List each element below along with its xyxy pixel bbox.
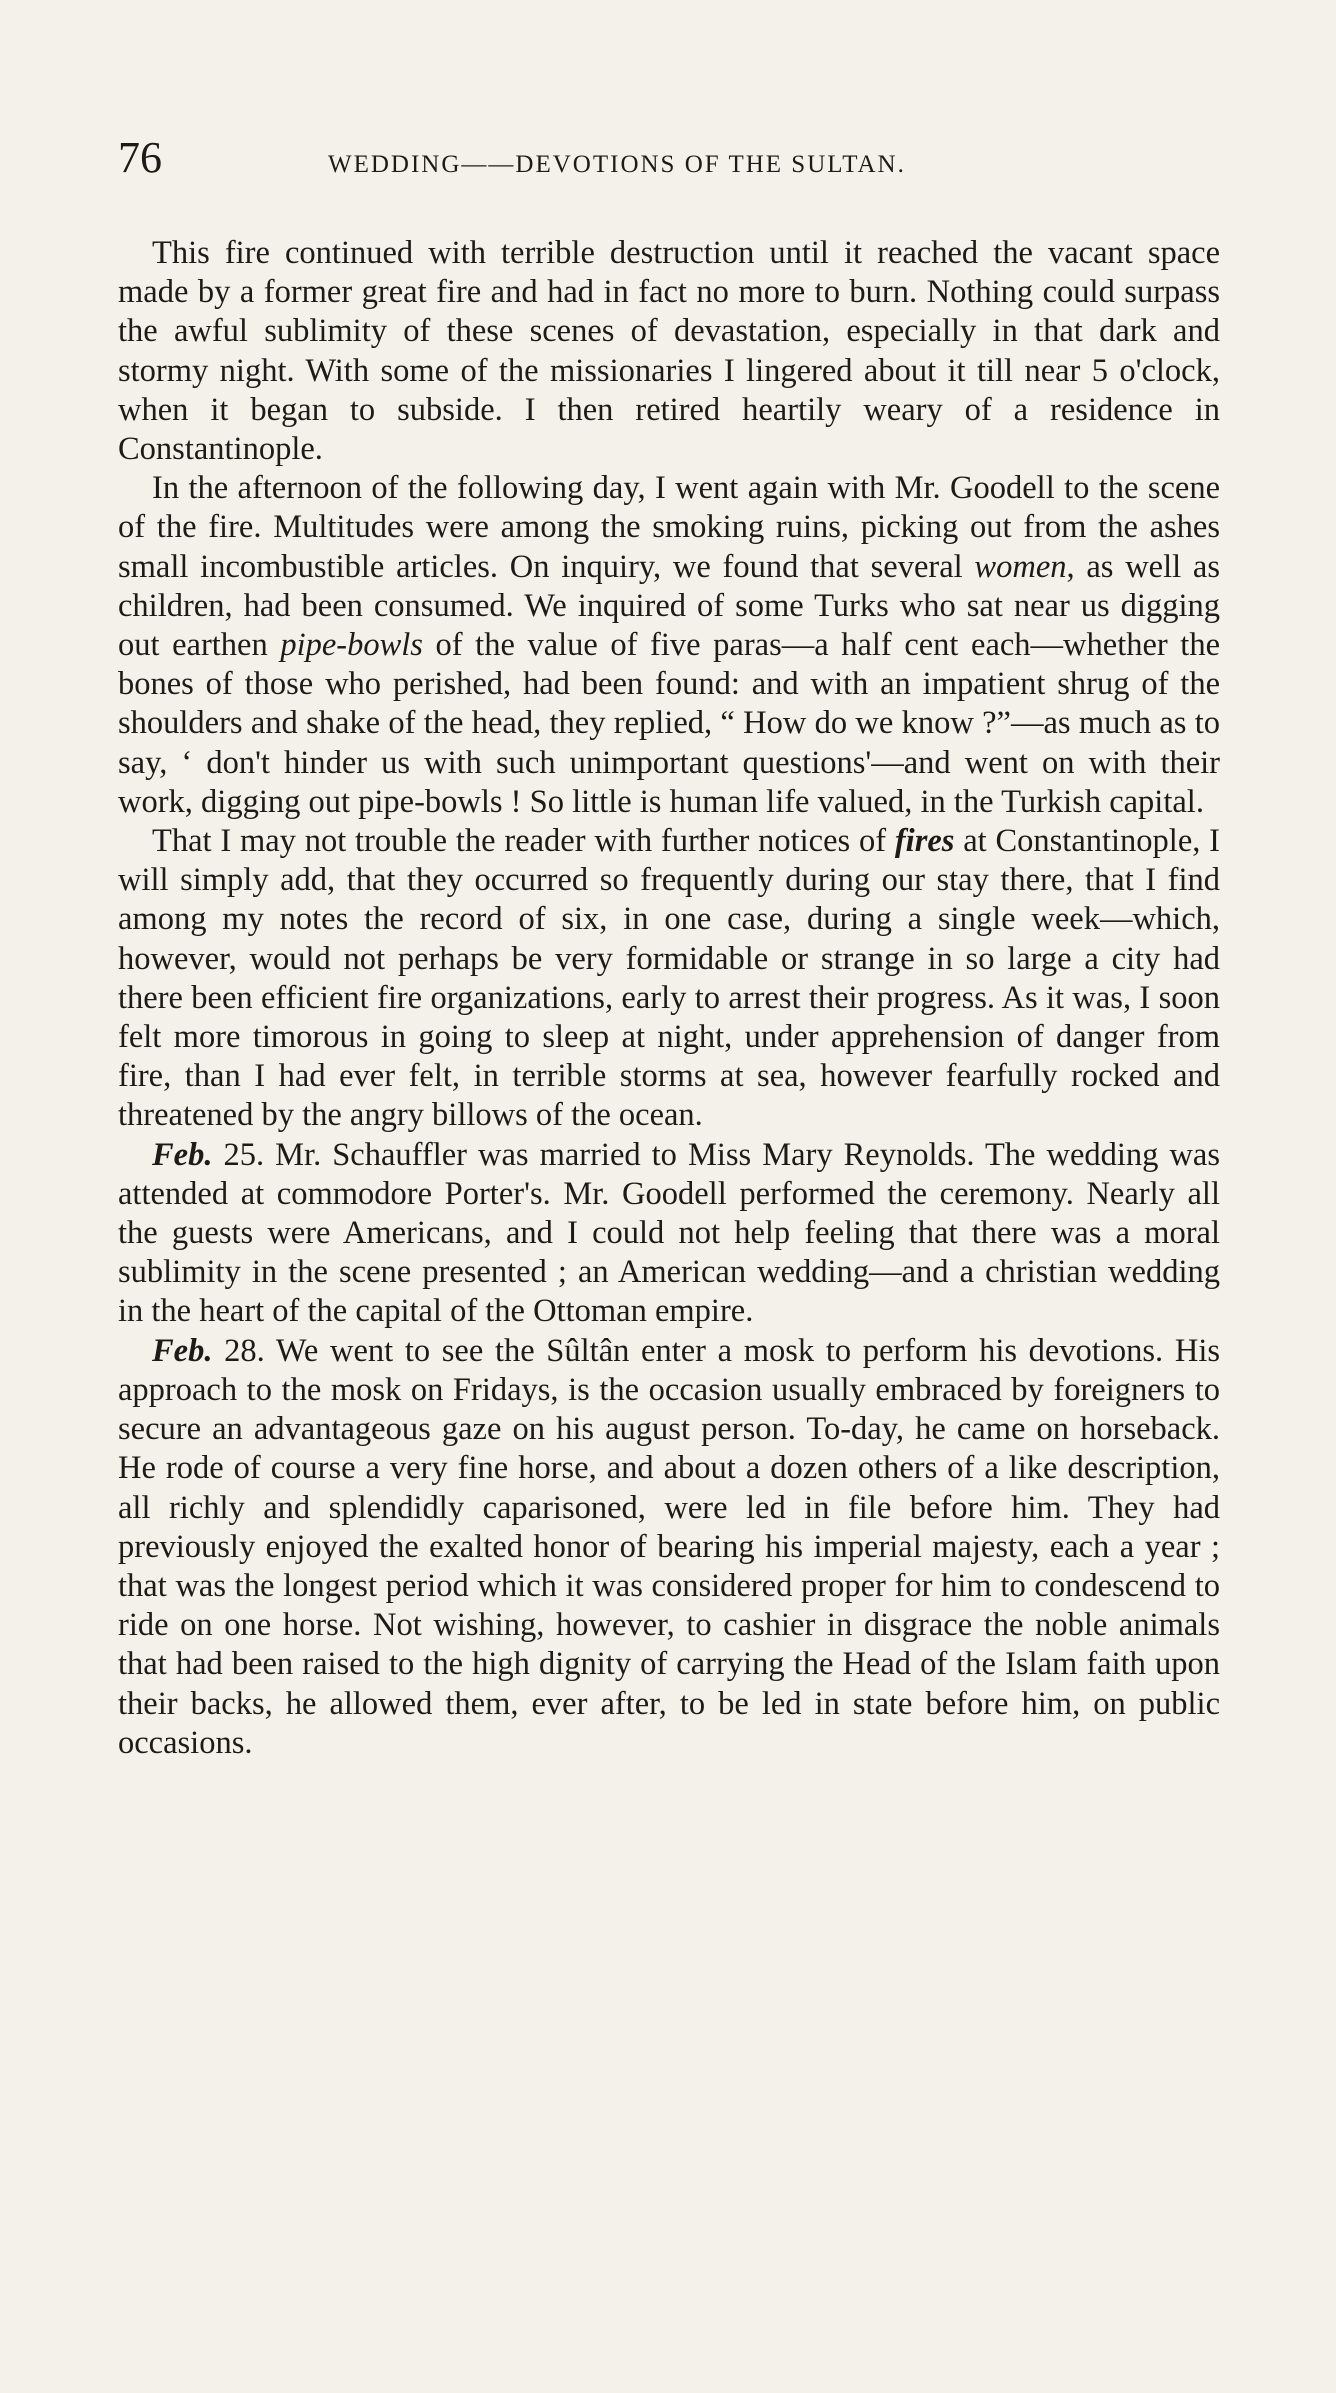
paragraph bbox=[118, 1332, 1220, 1763]
text-run: at Constantinople, I will simply add, that they occurred so frequently during our stay there, that I find among my notes the record of six, in one case, during a single week—which, however, would not perhaps be very formidable or strange in so large a city had there been efficient fire organizations, early to arrest their progress. As it was, I soon felt more timorous in going to sleep at night, under apprehension of danger from fire, than I had ever felt, in terrible storms at sea, however fearfully rocked and threatened by the angry billows of the ocean. bbox=[118, 823, 1220, 1134]
emphasis: pipe-bowls bbox=[280, 627, 423, 664]
running-head bbox=[118, 132, 1220, 182]
text-run: , as well as children, had been consumed. We inquired of some Turks who sat near us digging out earthen bbox=[118, 548, 1220, 664]
running-title: WEDDING——DEVOTIONS OF THE SULTAN. bbox=[328, 151, 906, 178]
paragraph bbox=[118, 234, 1220, 469]
text-run: That I may not trouble the reader with further notices of bbox=[152, 823, 895, 860]
emphasis: Feb. bbox=[152, 1136, 213, 1173]
paragraph bbox=[118, 822, 1220, 1136]
text-run: This fire continued with terrible destruction until it reached the vacant space made by a former great fire and had in fact no more to burn. Nothing could surpass the awful sublimity of these scenes of devastation, especially in that dark and stormy night. With some of the missionaries I lingered about it till near 5 o'clock, when it began to subside. I then retired heartily weary of a residence in Constantinople. bbox=[118, 235, 1220, 468]
text-run: 28. We went to see the Sûltân enter a mosk to perform his devotions. His approach to the mosk on Fridays, is the occasion usually embraced by foreigners to secure an advantageous gaze on his august person. To-day, he came on horseback. He rode of course a very fine horse, and about a dozen others of a like description, all richly and splendidly caparisoned, were led in file before him. They had previously enjoyed the exalted honor of bearing his imperial majesty, each a year ; that was the longest period which it was considered proper for him to condescend to ride on one horse. Not wishing, however, to cashier in disgrace the noble animals that had been raised to the high dignity of carrying the Head of the Islam faith upon their backs, he allowed them, ever after, to be led in state before him, on public occasions. bbox=[118, 1332, 1220, 1761]
text-run: 25. Mr. Schauffler was married to Miss Mary Reynolds. The wedding was attended at commodore Porter's. Mr. Goodell performed the ceremony. Nearly all the guests were Americans, and I could not help feeling that there was a moral sublimity in the scene presented ; an American wedding—and a christian wedding in the heart of the capital of the Ottoman empire. bbox=[118, 1136, 1220, 1330]
paragraph bbox=[118, 1136, 1220, 1332]
body-text bbox=[118, 234, 1220, 1763]
emphasis: fires bbox=[894, 823, 955, 860]
book-page bbox=[118, 132, 1220, 1763]
emphasis: women bbox=[974, 548, 1067, 585]
text-run: of the value of five paras—a half cent each—whether the bones of those who perished, had been found: and with an impatient shrug of the shoulders and shake of the head, they replied, “ How do we know ?”—as much as to say, ‘ don't hinder us with such unimportant questions'—and went on with their work, digging out pipe-bowls ! So little is human life valued, in the Turkish capital. bbox=[118, 627, 1220, 820]
text-run: In the afternoon of the following day, I went again with Mr. Goodell to the scene of the fire. Multitudes were among the smoking ruins, picking out from the ashes small incombustible articles. On inquiry, we found that several bbox=[118, 470, 1220, 585]
emphasis: Feb. bbox=[152, 1332, 213, 1369]
paragraph bbox=[118, 469, 1220, 822]
page-number: 76 bbox=[118, 133, 162, 182]
